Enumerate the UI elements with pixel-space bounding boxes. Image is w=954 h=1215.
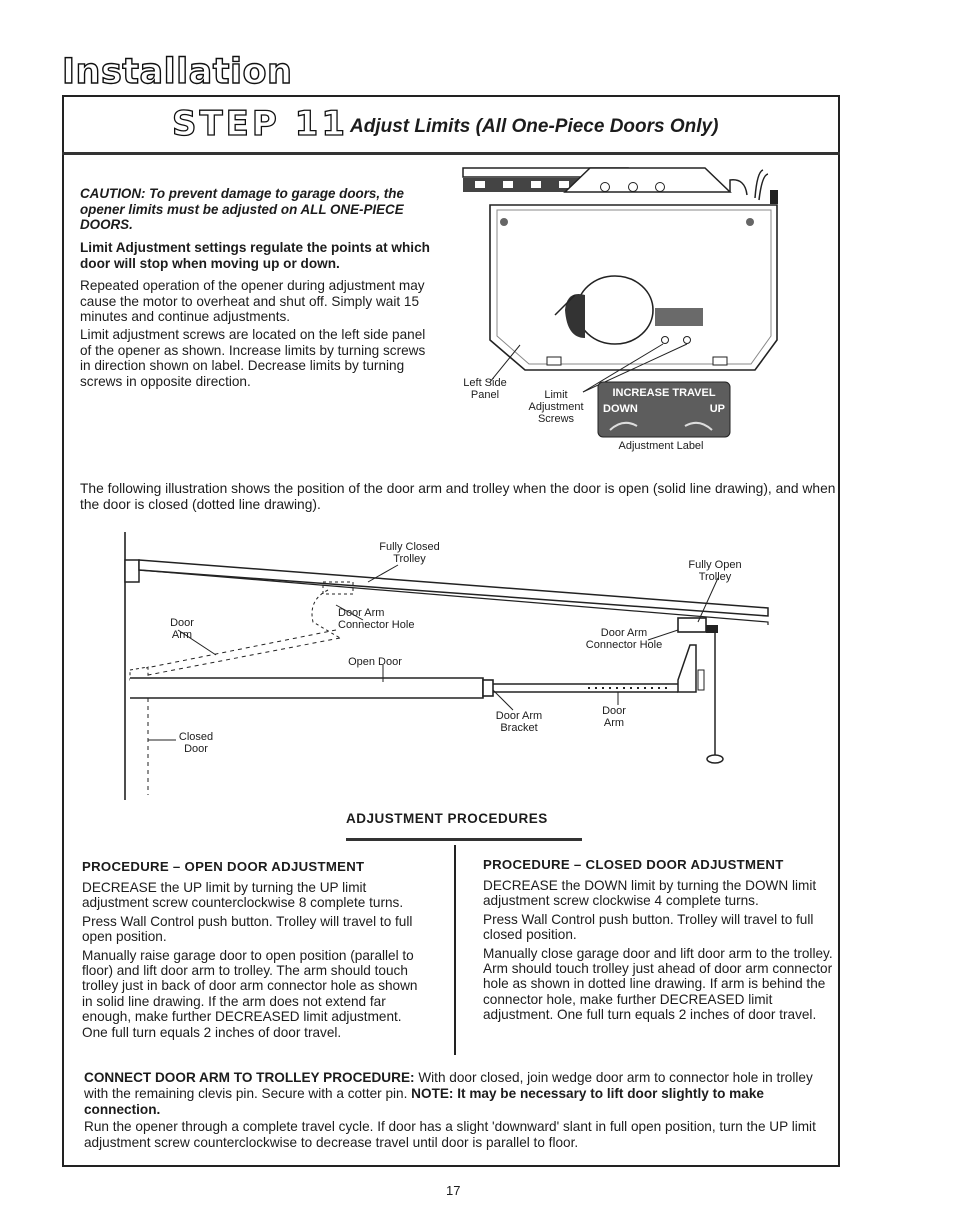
closed-step-2: Press Wall Control push button. Trolley will travel to full closed position. [483, 911, 814, 943]
adjustment-label-caption: Adjustment Label [618, 440, 704, 452]
limit-settings-text: Limit Adjustment settings regulate the points at which door will stop when moving up or down. [80, 240, 430, 271]
run-opener-paragraph: Run the opener through a complete travel cycle. If door has a slight 'downward' slant in full open position, turn the UP limit adjustment screw counterclockwise to decrease travel until door is parallel to floor. [84, 1119, 816, 1150]
procedures-rule [346, 838, 582, 841]
connect-procedure-note: NOTE: It may be necessary to lift door slightly to make connection. [84, 1086, 764, 1117]
illustration-description: The following illustration shows the position of the door arm and trolley when the door is open (solid line drawing), and when the door is closed (dotted line drawing). [80, 481, 836, 512]
caution-text: CAUTION: To prevent damage to garage doors, the opener limits must be adjusted on ALL ONE-PIECE DOORS. [80, 186, 404, 232]
open-procedure-heading: PROCEDURE – OPEN DOOR ADJUSTMENT [82, 859, 365, 874]
page-number: 17 [446, 1183, 461, 1198]
open-step-1: DECREASE the UP limit by turning the UP limit adjustment screw counterclockwise 8 complete turns. [82, 880, 404, 911]
left-side-panel-label: Left Side Panel [463, 377, 507, 401]
label-down: DOWN [603, 403, 638, 415]
connect-procedure-text: With door closed, join wedge door arm to connector hole in trolley with the remaining clevis pin. Secure with a cotter pin. [84, 1070, 813, 1101]
open-door-procedure [82, 859, 430, 1043]
closed-door-procedure [483, 857, 833, 1026]
open-step-3: Manually raise garage door to open position (parallel to floor) and lift door arm to trolley. The arm should touch trolley just in back of door arm connector hole as shown in solid line drawing. If the arm does not extend far enough, make further DECREASED limit adjustment. One full turn equals 2 inches of door travel. [82, 947, 418, 1040]
closed-step-1: DECREASE the DOWN limit by turning the DOWN limit adjustment screw clockwise 4 complete turns. [483, 878, 817, 909]
overheat-paragraph: Repeated operation of the opener during adjustment may cause the motor to overheat and shut off. Simply wait 15 minutes and continue adjustments. [80, 278, 425, 324]
connect-procedure [84, 1070, 836, 1118]
closed-connector-hole-label: Door Arm Connector Hole [338, 607, 415, 631]
header-divider [62, 152, 840, 155]
connect-procedure-label: CONNECT DOOR ARM TO TROLLEY PROCEDURE: [84, 1070, 415, 1085]
closed-step-3: Manually close garage door and lift door arm to the trolley. Arm should touch trolley just ahead of door arm connector hole as shown in dotted line drawing. If arm is behind the connector hole, make further DECREASED limit adjustment. One full turn equals 2 inches of door travel. [483, 945, 833, 1023]
open-connector-hole-label: Door Arm Connector Hole [585, 627, 663, 651]
fully-closed-trolley-label: Fully Closed Trolley [379, 541, 440, 565]
screw-location-paragraph: Limit adjustment screws are located on the left side panel of the opener as shown. Increase limits by turning screws in direction shown on label. Decrease limits by turning screws in opposite direction. [80, 327, 426, 389]
label-up: UP [709, 403, 725, 415]
fully-open-trolley-label: Fully Open Trolley [688, 559, 742, 583]
column-divider [454, 845, 456, 1055]
page-title: Installation [62, 52, 293, 92]
closed-door-label: Closed Door [178, 731, 214, 755]
door-arm-right-label: Door Arm [602, 705, 626, 729]
adjustment-procedures-heading: ADJUSTMENT PROCEDURES [346, 811, 548, 826]
door-arm-left-label: Door Arm [170, 617, 194, 641]
step-number: STEP 11 [172, 104, 348, 144]
step-subtitle: Adjust Limits (All One-Piece Doors Only) [350, 116, 719, 137]
door-arm-bracket-label: Door Arm Bracket [495, 710, 543, 734]
label-increase-travel: INCREASE TRAVEL [612, 387, 716, 399]
limit-screws-label: Limit Adjustment Screws [528, 389, 584, 425]
opener-illustration [455, 160, 790, 460]
open-door-label: Open Door [348, 656, 402, 668]
closed-procedure-heading: PROCEDURE – CLOSED DOOR ADJUSTMENT [483, 857, 784, 872]
open-step-2: Press Wall Control push button. Trolley will travel to full open position. [82, 913, 413, 945]
